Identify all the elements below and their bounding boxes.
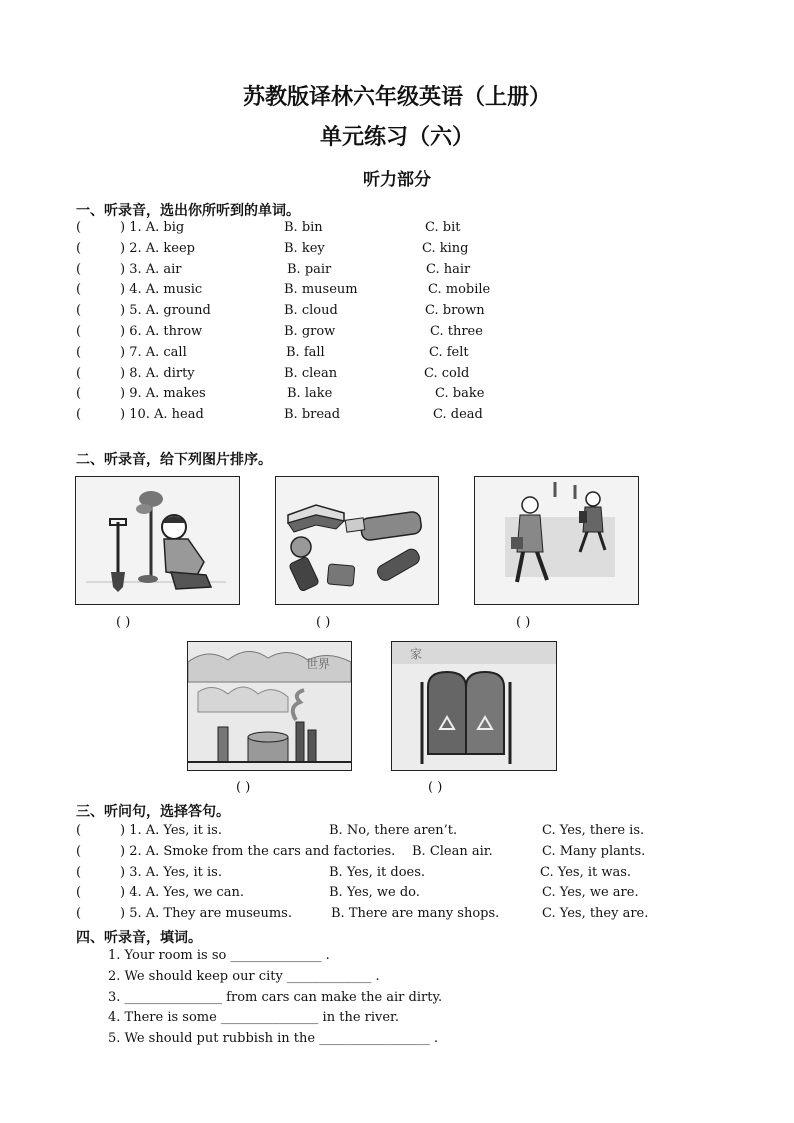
section-4-heading: 四、听录音，填词。 <box>76 930 202 946</box>
option-c[interactable]: C. mobile <box>428 282 491 298</box>
option-c[interactable]: C. felt <box>429 344 469 360</box>
option-c[interactable]: C. dead <box>433 407 483 423</box>
answer-bracket[interactable]: ( <box>76 864 82 880</box>
option-b[interactable]: B. Yes, we do. <box>329 885 420 901</box>
option-c[interactable]: C. Yes, there is. <box>542 823 645 838</box>
option-b[interactable]: B. pair <box>287 261 332 277</box>
answer-bracket[interactable]: ( <box>76 220 82 235</box>
option-a[interactable]: ) 9. A. makes <box>120 386 206 402</box>
option-b[interactable]: B. museum <box>284 282 358 298</box>
option-a[interactable]: ) 2. A. Smoke from the cars and factories. <box>120 843 396 859</box>
option-c[interactable]: C. cold <box>424 365 470 381</box>
option-a[interactable]: ) 10. A. head <box>120 407 204 423</box>
listening-part-heading: 听力部分 <box>363 170 431 190</box>
option-c[interactable]: C. three <box>430 324 483 339</box>
answer-bracket[interactable]: ( <box>76 282 82 298</box>
section-3-heading: 三、听问句，选择答句。 <box>76 804 230 820</box>
picture-4-sign-text: 世界 <box>306 657 331 671</box>
section-1-heading: 一、听录音，选出你所听到的单词。 <box>76 203 300 219</box>
fill-in-sentence[interactable]: 1. Your room is so ______________ . <box>108 948 330 963</box>
answer-bracket[interactable]: ( <box>76 885 82 901</box>
option-b[interactable]: B. fall <box>286 344 325 360</box>
option-a[interactable]: ) 4. A. Yes, we can. <box>120 885 244 901</box>
picture-5-answer-blank[interactable]: ( ) <box>428 780 443 795</box>
option-c[interactable]: C. Yes, it was. <box>540 864 632 880</box>
picture-4-answer-blank[interactable]: ( ) <box>236 780 251 795</box>
option-c[interactable]: C. Many plants. <box>542 843 646 859</box>
option-b[interactable]: B. There are many shops. <box>331 906 500 922</box>
option-a[interactable]: ) 6. A. throw <box>120 324 203 339</box>
option-a[interactable]: ) 7. A. call <box>120 344 187 360</box>
option-c[interactable]: C. Yes, they are. <box>542 906 649 922</box>
answer-bracket[interactable]: ( <box>76 324 82 339</box>
picture-litter <box>275 476 439 605</box>
option-a[interactable]: ) 1. A. big <box>120 220 185 235</box>
option-b[interactable]: B. grow <box>284 324 336 339</box>
option-a[interactable]: ) 5. A. They are museums. <box>120 906 292 922</box>
option-b[interactable]: B. bread <box>284 407 341 423</box>
answer-bracket[interactable]: ( <box>76 261 82 277</box>
answer-bracket[interactable]: ( <box>76 843 82 859</box>
option-b[interactable]: B. Yes, it does. <box>329 864 426 880</box>
option-b[interactable]: B. bin <box>284 220 323 235</box>
answer-bracket[interactable]: ( <box>76 240 82 256</box>
answer-bracket[interactable]: ( <box>76 386 82 402</box>
picture-factory-pollution <box>187 641 352 771</box>
option-b[interactable]: B. lake <box>287 386 333 402</box>
picture-recycling-bins <box>391 641 557 771</box>
document-title: 苏教版译林六年级英语（上册） <box>242 85 551 110</box>
option-a[interactable]: ) 8. A. dirty <box>120 365 195 381</box>
option-a[interactable]: ) 3. A. Yes, it is. <box>120 864 222 880</box>
answer-bracket[interactable]: ( <box>76 344 82 360</box>
answer-bracket[interactable]: ( <box>76 906 82 922</box>
picture-2-answer-blank[interactable]: ( ) <box>316 615 331 630</box>
fill-in-sentence[interactable]: 4. There is some _______________ in the river. <box>108 1010 399 1026</box>
option-c[interactable]: C. brown <box>425 303 485 319</box>
picture-walking <box>474 476 639 605</box>
fill-in-sentence[interactable]: 2. We should keep our city _____________ . <box>108 968 380 984</box>
document-subtitle: 单元练习（六） <box>319 125 474 150</box>
picture-planting-tree <box>75 476 240 605</box>
option-a[interactable]: ) 2. A. keep <box>120 240 195 256</box>
option-b[interactable]: B. Clean air. <box>412 843 493 859</box>
option-a[interactable]: ) 5. A. ground <box>120 303 211 319</box>
option-b[interactable]: B. cloud <box>284 303 338 319</box>
option-b[interactable]: B. No, there aren’t. <box>329 823 458 838</box>
picture-3-answer-blank[interactable]: ( ) <box>516 615 531 630</box>
answer-bracket[interactable]: ( <box>76 823 82 838</box>
answer-bracket[interactable]: ( <box>76 303 82 319</box>
picture-1-answer-blank[interactable]: ( ) <box>116 615 131 630</box>
option-c[interactable]: C. hair <box>426 261 471 277</box>
option-c[interactable]: C. Yes, we are. <box>542 885 639 901</box>
section-2-heading: 二、听录音，给下列图片排序。 <box>76 452 272 468</box>
option-c[interactable]: C. bit <box>425 220 461 235</box>
picture-5-sign-text: 家 <box>410 647 423 661</box>
option-a[interactable]: ) 1. A. Yes, it is. <box>120 823 222 838</box>
option-a[interactable]: ) 3. A. air <box>120 261 182 277</box>
answer-bracket[interactable]: ( <box>76 365 82 381</box>
option-b[interactable]: B. clean <box>284 365 338 381</box>
option-c[interactable]: C. king <box>422 240 469 256</box>
answer-bracket[interactable]: ( <box>76 407 82 423</box>
fill-in-sentence[interactable]: 5. We should put rubbish in the _________________ . <box>108 1031 438 1047</box>
option-a[interactable]: ) 4. A. music <box>120 282 203 298</box>
option-c[interactable]: C. bake <box>435 386 485 402</box>
option-b[interactable]: B. key <box>284 240 325 256</box>
fill-in-sentence[interactable]: 3. _______________ from cars can make the air dirty. <box>108 989 443 1005</box>
